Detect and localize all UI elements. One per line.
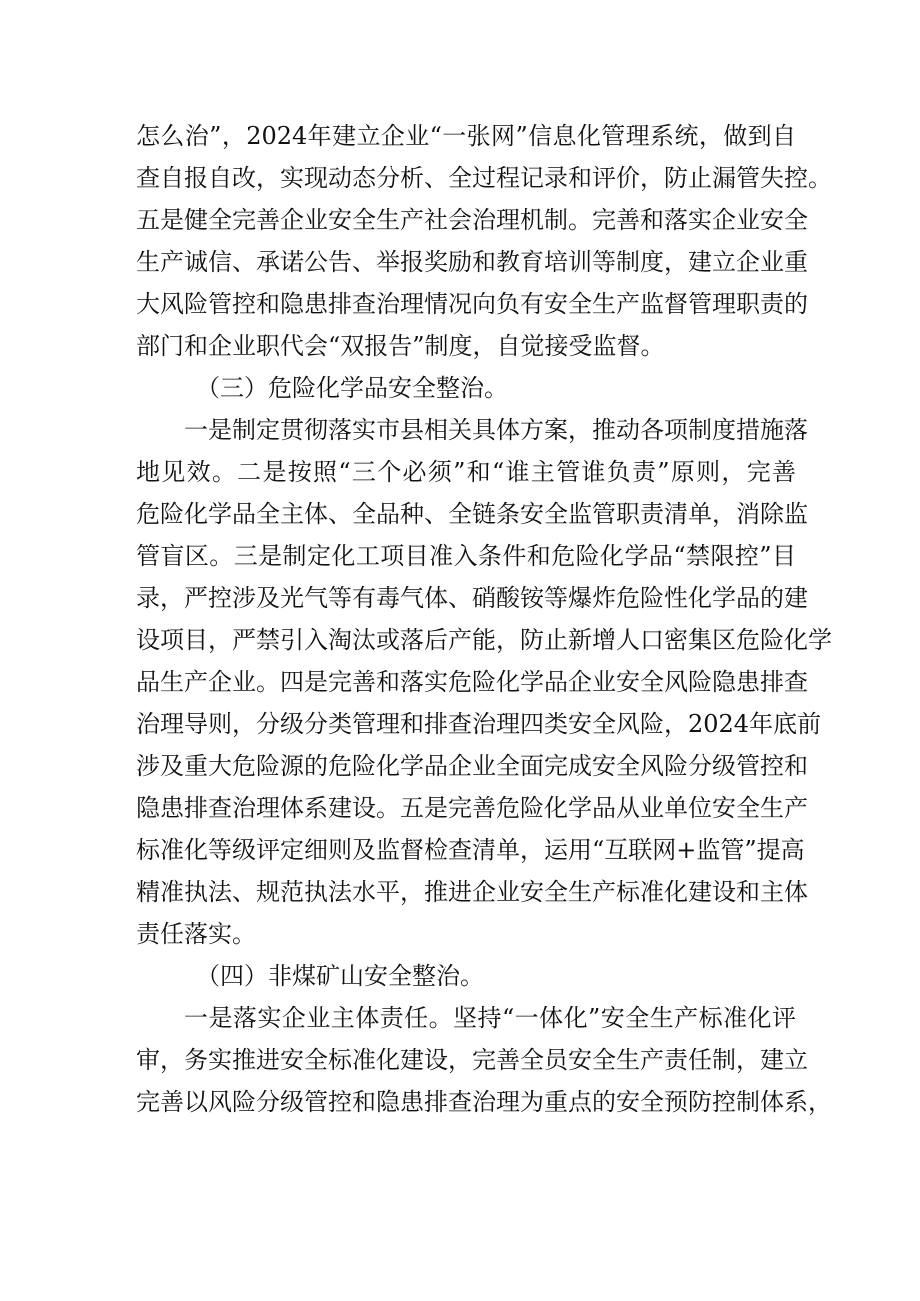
body-line: 精准执法、规范执法水平，推进企业安全生产标准化建设和主体 [136,878,808,906]
body-line: 怎么治”，2024年建立企业“一张网”信息化管理系统，做到自 [136,122,796,150]
body-line: 责任落实。 [136,920,256,948]
body-line: 部门和企业职代会“双报告”制度，自觉接受监督。 [136,332,665,360]
body-line: 录，严控涉及光气等有毒气体、硝酸铵等爆炸危险性化学品的建 [136,584,808,612]
body-line: 审，务实推进安全标准化建设，完善全员安全生产责任制，建立 [136,1046,808,1074]
body-line: 五是健全完善企业安全生产社会治理机制。完善和落实企业安全 [136,206,808,234]
body-line: 涉及重大危险源的危险化学品企业全面完成安全风险分级管控和 [136,752,808,780]
body-line: 生产诚信、承诺公告、举报奖励和教育培训等制度，建立企业重 [136,248,808,276]
body-line: 危险化学品全主体、全品种、全链条安全监管职责清单，消除监 [136,500,808,528]
body-line: 治理导则，分级分类管理和排查治理四类安全风险，2024年底前 [136,710,822,738]
body-line: 隐患排查治理体系建设。五是完善危险化学品从业单位安全生产 [136,794,808,822]
section-heading: （四）非煤矿山安全整治。 [196,962,484,990]
body-line: 管盲区。三是制定化工项目准入条件和危险化学品“禁限控”目 [136,542,796,570]
body-line: 查自报自改，实现动态分析、全过程记录和评价，防止漏管失控。 [136,164,832,192]
body-line: 品生产企业。四是完善和落实危险化学品企业安全风险隐患排查 [136,668,808,696]
body-line: 大风险管控和隐患排查治理情况向负有安全生产监督管理职责的 [136,290,808,318]
document-body [136,115,832,1123]
body-line: 设项目，严禁引入淘汰或落后产能，防止新增人口密集区危险化学 [136,626,832,654]
body-line: 一是落实企业主体责任。坚持“一体化”安全生产标准化评 [184,1004,796,1032]
body-line: 标准化等级评定细则及监督检查清单，运用“互联网+监管”提高 [136,836,805,864]
body-line: 一是制定贯彻落实市县相关具体方案，推动各项制度措施落 [184,416,808,444]
body-line: 完善以风险分级管控和隐患排查治理为重点的安全预防控制体系， [136,1088,832,1116]
body-line: 地见效。二是按照“三个必须”和“谁主管谁负责”原则，完善 [136,458,796,486]
section-heading: （三）危险化学品安全整治。 [196,374,508,402]
